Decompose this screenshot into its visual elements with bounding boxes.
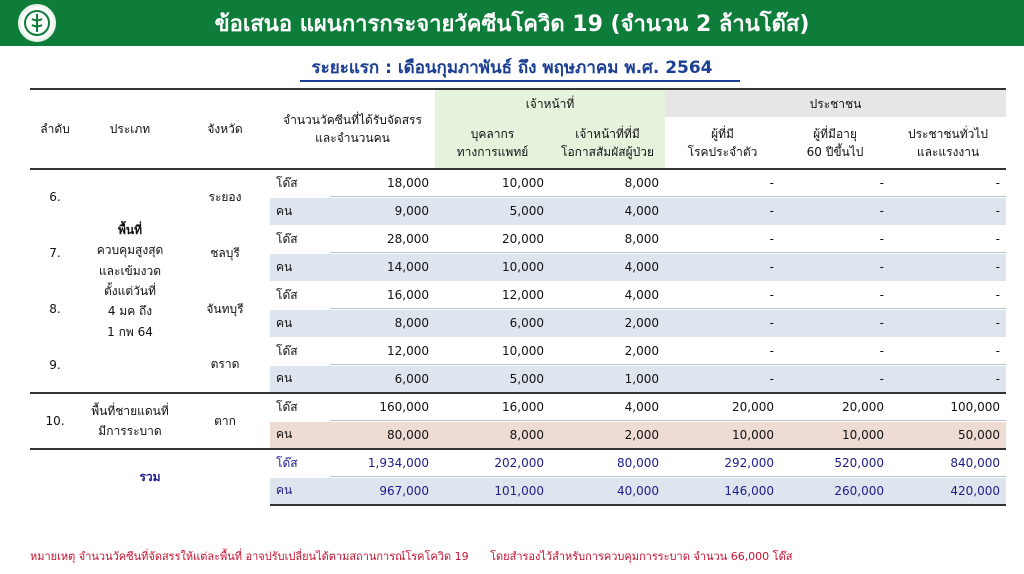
cell-chronic: - (665, 253, 780, 281)
total-label: รวม (30, 449, 270, 505)
cell-total: 12,000 (330, 337, 435, 365)
cell-elderly: - (780, 169, 890, 197)
header-type: ประเภท (80, 89, 180, 169)
cell-chronic: 292,000 (665, 449, 780, 477)
cell-contact: 4,000 (550, 393, 665, 421)
cell-total: 28,000 (330, 225, 435, 253)
phase-subtitle: ระยะแรก : เดือนกุมภาพันธ์ ถึง พฤษภาคม พ.ศ. 2564 (311, 58, 713, 78)
cell-chronic: 146,000 (665, 477, 780, 505)
cell-elderly: - (780, 225, 890, 253)
title-bar (0, 0, 1024, 46)
cell-general: 840,000 (890, 449, 1006, 477)
cell-contact: 8,000 (550, 225, 665, 253)
cell-chronic: - (665, 225, 780, 253)
cell-elderly: 260,000 (780, 477, 890, 505)
cell-chronic: 10,000 (665, 421, 780, 449)
unit-label: โด๊ส (270, 393, 330, 421)
cell-general: - (890, 253, 1006, 281)
cell-chronic: - (665, 309, 780, 337)
cell-general: 100,000 (890, 393, 1006, 421)
cell-elderly: - (780, 197, 890, 225)
cell-total: 14,000 (330, 253, 435, 281)
header-chronic: ผู้ที่มี โรคประจำตัว (665, 117, 780, 169)
cell-chronic: - (665, 365, 780, 393)
row-order: 10. (30, 393, 80, 449)
cell-total: 6,000 (330, 365, 435, 393)
cell-chronic: - (665, 197, 780, 225)
cell-chronic: - (665, 281, 780, 309)
cell-contact: 2,000 (550, 421, 665, 449)
cell-contact: 4,000 (550, 253, 665, 281)
row-order: 7. (30, 225, 80, 281)
cell-contact: 4,000 (550, 281, 665, 309)
area-border-cell: พื้นที่ชายแดนที่ มีการระบาด (80, 393, 180, 449)
unit-label: คน (270, 421, 330, 449)
cell-elderly: 10,000 (780, 421, 890, 449)
cell-medical: 16,000 (435, 393, 550, 421)
cell-contact: 4,000 (550, 197, 665, 225)
cell-medical: 8,000 (435, 421, 550, 449)
header-contact-staff: เจ้าหน้าที่ที่มี โอกาสสัมผัสผู้ป่วย (550, 117, 665, 169)
cell-total: 18,000 (330, 169, 435, 197)
vaccine-allocation-table (30, 88, 1006, 506)
header-staff-group: เจ้าหน้าที่ (435, 89, 665, 117)
area-control-cell: พื้นที่ ควบคุมสูงสุด และเข้มงวด ตั้งแต่วันที่ 4 มค ถึง 1 กพ 64 (80, 169, 180, 393)
cell-general: - (890, 281, 1006, 309)
cell-contact: 40,000 (550, 477, 665, 505)
cell-total: 1,934,000 (330, 449, 435, 477)
row-order: 9. (30, 337, 80, 393)
cell-total: 80,000 (330, 421, 435, 449)
cell-elderly: 520,000 (780, 449, 890, 477)
unit-label: คน (270, 309, 330, 337)
unit-label: คน (270, 477, 330, 505)
cell-contact: 80,000 (550, 449, 665, 477)
unit-label: โด๊ส (270, 281, 330, 309)
cell-medical: 20,000 (435, 225, 550, 253)
header-general: ประชาชนทั่วไป และแรงงาน (890, 117, 1006, 169)
unit-label: โด๊ส (270, 337, 330, 365)
unit-label: คน (270, 253, 330, 281)
subtitle-underline (300, 80, 740, 82)
cell-total: 160,000 (330, 393, 435, 421)
cell-general: - (890, 365, 1006, 393)
cell-general: 50,000 (890, 421, 1006, 449)
cell-general: - (890, 309, 1006, 337)
unit-label: คน (270, 365, 330, 393)
cell-contact: 2,000 (550, 337, 665, 365)
cell-medical: 5,000 (435, 197, 550, 225)
cell-elderly: - (780, 365, 890, 393)
cell-elderly: - (780, 281, 890, 309)
header-public-group: ประชาชน (665, 89, 1006, 117)
cell-medical: 202,000 (435, 449, 550, 477)
unit-label: คน (270, 197, 330, 225)
header-province: จังหวัด (180, 89, 270, 169)
header-allocation: จำนวนวัคซีนที่ได้รับจัดสรร และจำนวนคน (270, 89, 435, 169)
cell-total: 9,000 (330, 197, 435, 225)
cell-medical: 101,000 (435, 477, 550, 505)
cell-general: - (890, 197, 1006, 225)
cell-contact: 2,000 (550, 309, 665, 337)
total-row (30, 449, 1006, 477)
row-province: ตราด (180, 337, 270, 393)
cell-elderly: - (780, 253, 890, 281)
header-order: ลำดับ (30, 89, 80, 169)
unit-label: โด๊ส (270, 225, 330, 253)
cell-total: 967,000 (330, 477, 435, 505)
cell-elderly: 20,000 (780, 393, 890, 421)
footnote (30, 547, 810, 565)
cell-chronic: 20,000 (665, 393, 780, 421)
cell-medical: 10,000 (435, 253, 550, 281)
header-elderly: ผู้ที่มีอายุ 60 ปีขึ้นไป (780, 117, 890, 169)
cell-contact: 1,000 (550, 365, 665, 393)
unit-label: โด๊ส (270, 169, 330, 197)
cell-total: 16,000 (330, 281, 435, 309)
cell-chronic: - (665, 169, 780, 197)
ministry-logo-icon (18, 4, 56, 42)
cell-general: - (890, 337, 1006, 365)
cell-medical: 10,000 (435, 337, 550, 365)
cell-chronic: - (665, 337, 780, 365)
cell-general: 420,000 (890, 477, 1006, 505)
cell-medical: 10,000 (435, 169, 550, 197)
row-province: ตาก (180, 393, 270, 449)
cell-elderly: - (780, 309, 890, 337)
row-order: 6. (30, 169, 80, 225)
row-order: 8. (30, 281, 80, 337)
row-province: จันทบุรี (180, 281, 270, 337)
cell-medical: 6,000 (435, 309, 550, 337)
cell-medical: 12,000 (435, 281, 550, 309)
footnote-part2: โดยสำรองไว้สำหรับการควบคุมการระบาด จำนวน 66,000 โด๊ส (490, 550, 793, 563)
cell-general: - (890, 169, 1006, 197)
row-province: ชลบุรี (180, 225, 270, 281)
header-medical-staff: บุคลากร ทางการแพทย์ (435, 117, 550, 169)
cell-total: 8,000 (330, 309, 435, 337)
cell-general: - (890, 225, 1006, 253)
footnote-part1: หมายเหตุ จำนวนวัคซีนที่จัดสรรให้แต่ละพื้นที่ อาจปรับเปลี่ยนได้ตามสถานการณ์โรคโควิด 19 (30, 550, 469, 563)
table-row (30, 393, 1006, 421)
table-row (30, 169, 1006, 197)
unit-label: โด๊ส (270, 449, 330, 477)
cell-medical: 5,000 (435, 365, 550, 393)
row-province: ระยอง (180, 169, 270, 225)
cell-contact: 8,000 (550, 169, 665, 197)
cell-elderly: - (780, 337, 890, 365)
page-title: ข้อเสนอ แผนการกระจายวัคซีนโควิด 19 (จำนวน 2 ล้านโด๊ส) (214, 11, 810, 37)
